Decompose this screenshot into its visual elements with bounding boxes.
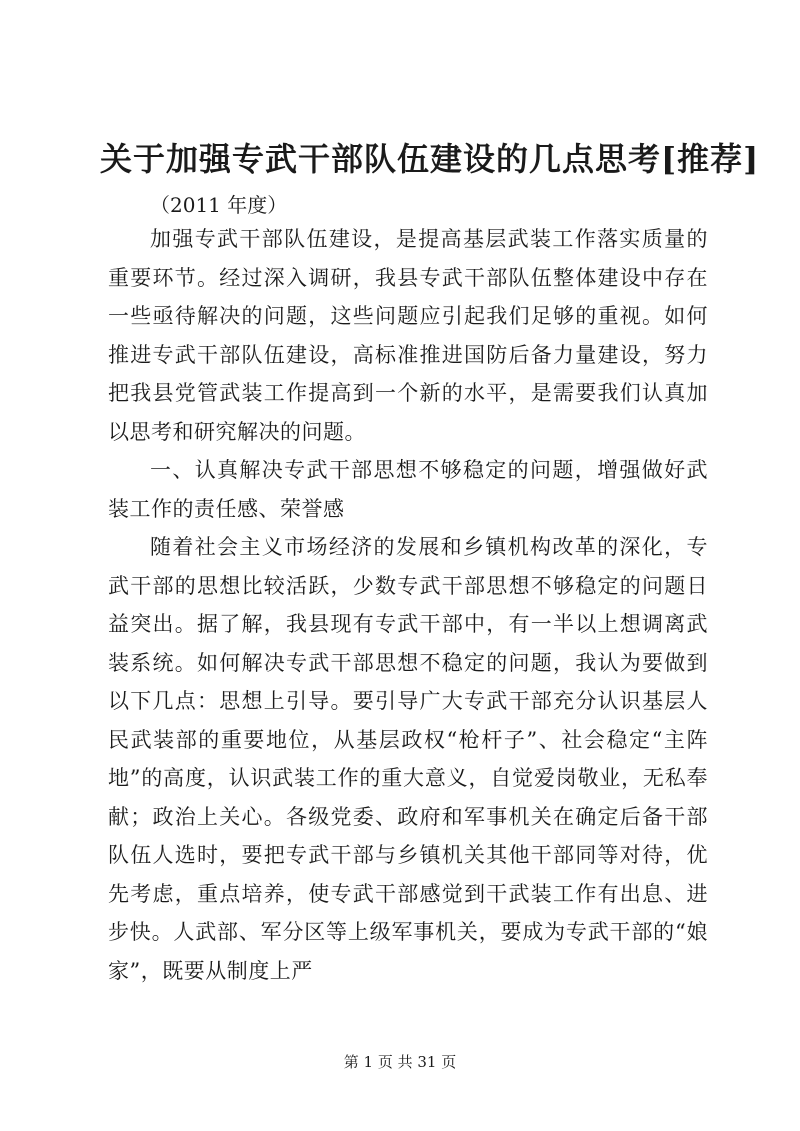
- paragraph-section-1: 随着社会主义市场经济的发展和乡镇机构改革的深化，专武干部的思想比较活跃，少数专武干部思想不够稳定的问题日益突出。据了解，我县现有专武干部中，有一半以上想调离武装系统。如何解决专武干部思想不稳定的问题，我认为要做到以下几点：思想上引导。要引导广大专武干部充分认识基层人民武装部的重要地位，从基层政权“枪杆子”、社会稳定“主阵地”的高度，认识武装工作的重大意义，自觉爱岗敬业，无私奉献；政治上关心。各级党委、政府和军事机关在确定后备干部队伍人选时，要把专武干部与乡镇机关其他干部同等对待，优先考虑，重点培养，使专武干部感觉到干武装工作有出息、进步快。人武部、军分区等上级军事机关，要成为专武干部的“娘家”，既要从制度上严: [108, 535, 708, 983]
- paragraph-intro: 加强专武干部队伍建设，是提高基层武装工作落实质量的重要环节。经过深入调研，我县专武干部队伍整体建设中存在一些亟待解决的问题，这些问题应引起我们足够的重视。如何推进专武干部队伍建设，高标准推进国防后备力量建设，努力把我县党管武装工作提高到一个新的水平，是需要我们认真加以思考和研究解决的问题。: [108, 227, 708, 444]
- section-heading-1: 一、认真解决专武干部思想不够稳定的问题，增强做好武装工作的责任感、荣誉感: [108, 458, 708, 521]
- page-number-footer: 第 1 页 共 31 页: [343, 1053, 457, 1071]
- document-body: [108, 220, 708, 990]
- document-title: 关于加强专武干部队伍建设的几点思考[推荐]: [100, 140, 760, 178]
- document-subtitle: （2011 年度）: [150, 193, 288, 217]
